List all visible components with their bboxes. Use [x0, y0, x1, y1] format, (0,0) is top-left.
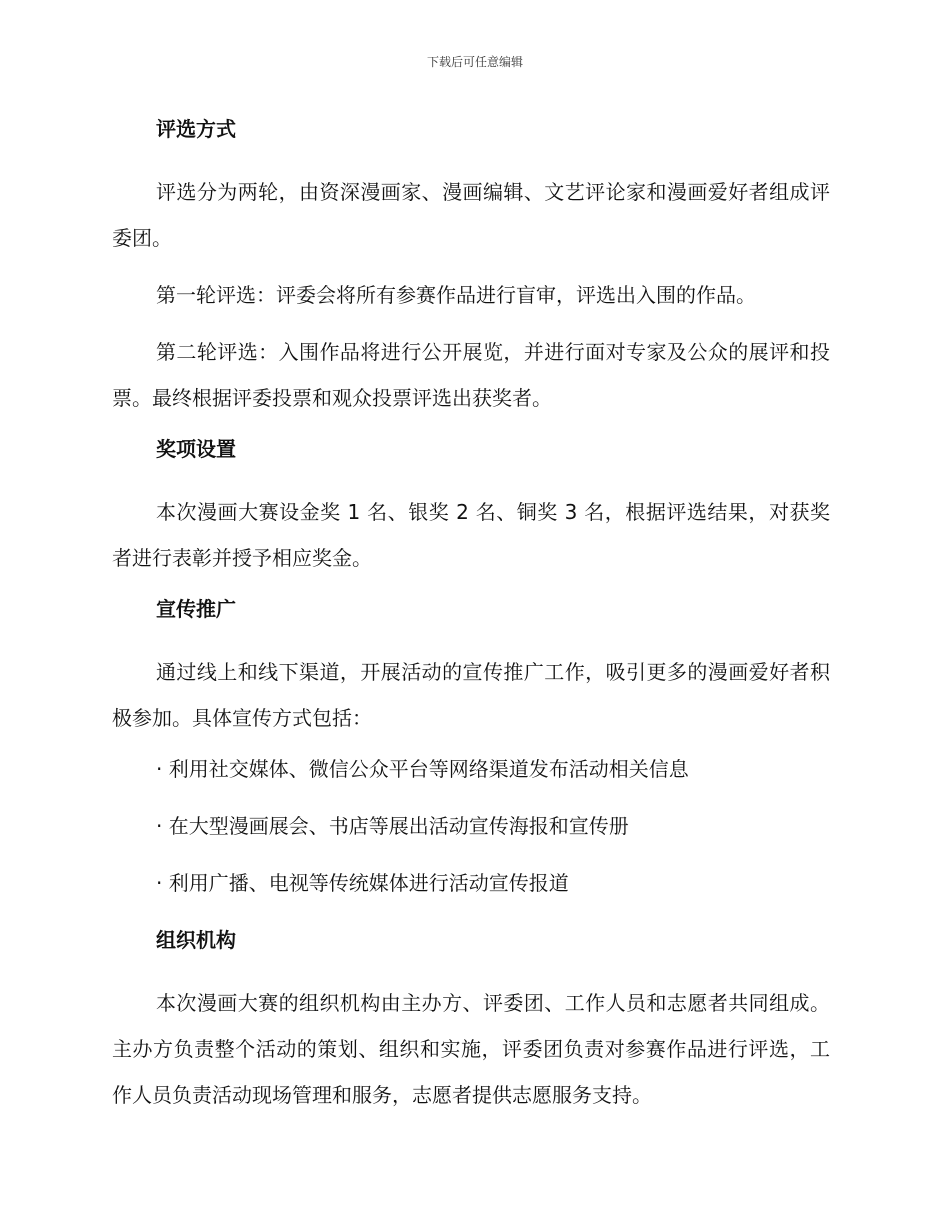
- judging-round2-paragraph: 第二轮评选：入围作品将进行公开展览，并进行面对专家及公众的展评和投票。最终根据评委投票和观众投票评选出获奖者。: [112, 340, 830, 410]
- section-title-organization: 组织机构: [156, 928, 236, 952]
- judging-round1-paragraph: 第一轮评选：评委会将所有参赛作品进行盲审，评选出入围的作品。: [156, 283, 756, 307]
- promotion-bullet-item: · 在大型漫画展会、书店等展出活动宣传海报和宣传册: [156, 814, 629, 838]
- awards-paragraph: 本次漫画大赛设金奖 1 名、银奖 2 名、铜奖 3 名，根据评选结果，对获奖者进行表彰并授予相应奖金。: [112, 500, 830, 570]
- promotion-paragraph: 通过线上和线下渠道，开展活动的宣传推广工作，吸引更多的漫画爱好者积极参加。具体宣传方式包括：: [112, 660, 830, 730]
- document-body: [112, 112, 830, 1129]
- promotion-bullet-item: · 利用广播、电视等传统媒体进行活动宣传报道: [156, 871, 569, 895]
- section-title-awards: 奖项设置: [156, 437, 236, 461]
- page-header-note: 下载后可任意编辑: [426, 55, 523, 69]
- section-title-promotion: 宣传推广: [156, 597, 236, 621]
- section-title-judging: 评选方式: [156, 117, 236, 141]
- promotion-bullet-item: · 利用社交媒体、微信公众平台等网络渠道发布活动相关信息: [156, 757, 689, 781]
- judging-intro-paragraph: 评选分为两轮，由资深漫画家、漫画编辑、文艺评论家和漫画爱好者组成评委团。: [112, 180, 830, 250]
- organization-paragraph: 本次漫画大赛的组织机构由主办方、评委团、工作人员和志愿者共同组成。主办方负责整个活动的策划、组织和实施，评委团负责对参赛作品进行评选，工作人员负责活动现场管理和服务，志愿者提供志愿服务支持。: [112, 991, 830, 1107]
